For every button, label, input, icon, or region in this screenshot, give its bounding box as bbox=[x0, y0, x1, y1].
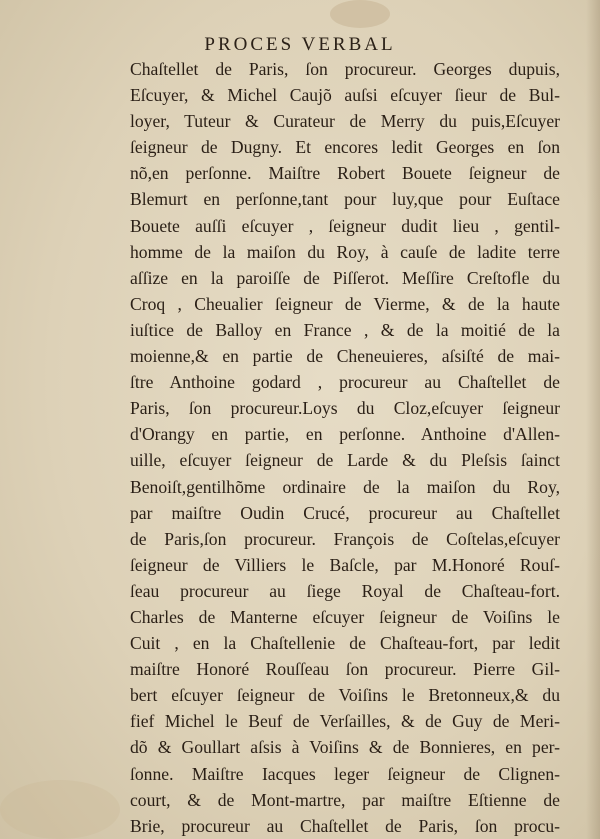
page-edge-shadow bbox=[586, 0, 600, 839]
text-line: Chaſtellet de Paris, ſon procureur. Georges dupuis, bbox=[130, 59, 560, 79]
text-line: Brie, procureur au Chaſtellet de Paris, ſon procu- bbox=[130, 815, 560, 836]
paper-stain bbox=[0, 780, 120, 839]
text-line: d'Orangy en partie, en perſonne. Anthoine d'Allen- bbox=[130, 424, 560, 445]
text-line: court, & de Mont-martre, par maiſtre Eſtienne de bbox=[130, 789, 560, 810]
text-line: Bouete auſſi eſcuyer , ſeigneur dudit lieu , gentil- bbox=[130, 215, 560, 236]
text-line: nõ,en perſonne. Maiſtre Robert Bouete ſeigneur de bbox=[130, 163, 560, 184]
text-line: Benoiſt,gentilhõme ordinaire de la maiſon du Roy, bbox=[130, 476, 560, 497]
text-line: fief Michel le Beuf de Verſailles, & de Guy de Meri- bbox=[130, 711, 560, 732]
text-line: par maiſtre Oudin Crucé, procureur au Chaſtellet bbox=[130, 502, 560, 523]
text-line: dõ & Goullart aſsis à Voiſins & de Bonnieres, en per- bbox=[130, 737, 560, 758]
text-line: Blemurt en perſonne,tant pour luy,que pour Euſtace bbox=[130, 189, 560, 210]
text-line: maiſtre Honoré Rouſſeau ſon procureur. Pierre Gil- bbox=[130, 659, 560, 680]
text-line: Croq , Cheualier ſeigneur de Vierme, & de la haute bbox=[130, 293, 560, 314]
text-line: bert eſcuyer ſeigneur de Voiſins le Bretonneux,& du bbox=[130, 685, 560, 706]
text-line: de Paris,ſon procureur. François de Coſtelas,eſcuyer bbox=[130, 528, 560, 549]
text-line: uille, eſcuyer ſeigneur de Larde & du Pleſsis ſainct bbox=[130, 450, 560, 471]
text-line: aſſize en la paroiſſe de Piſſerot. Meſſire Creſtofle du bbox=[130, 267, 560, 288]
running-header: PROCES VERBAL bbox=[204, 34, 396, 55]
text-line: loyer, Tuteur & Curateur de Merry du puis,Eſcuyer bbox=[130, 111, 560, 132]
text-line: Cuit , en la Chaſtellenie de Chaſteau-fort, par ledit bbox=[130, 633, 560, 654]
text-line: ſeigneur de Villiers le Baſcle, par M.Honoré Rouſ- bbox=[130, 554, 560, 575]
text-line: iuſtice de Balloy en France , & de la moitié de la bbox=[130, 319, 560, 340]
text-line: homme de la maiſon du Roy, à cauſe de ladite terre bbox=[130, 241, 560, 262]
text-line: moienne,& en partie de Cheneuieres, aſsiſté de mai- bbox=[130, 346, 560, 367]
text-line: Paris, ſon procureur.Loys du Cloz,eſcuyer ſeigneur bbox=[130, 398, 560, 419]
text-line: ſeau procureur au ſiege Royal de Chaſteau-fort. bbox=[130, 580, 560, 601]
text-line: ſtre Anthoine godard , procureur au Chaſtellet de bbox=[130, 372, 560, 393]
text-line: ſonne. Maiſtre Iacques leger ſeigneur de Clignen- bbox=[130, 763, 560, 784]
text-line: Charles de Manterne eſcuyer ſeigneur de Voiſins le bbox=[130, 606, 560, 627]
body-text bbox=[130, 56, 560, 839]
text-line: ſeigneur de Dugny. Et encores ledit Georges en ſon bbox=[130, 137, 560, 158]
paper-stain bbox=[330, 0, 390, 28]
text-line: Eſcuyer, & Michel Caujõ auſsi eſcuyer ſieur de Bul- bbox=[130, 85, 560, 106]
